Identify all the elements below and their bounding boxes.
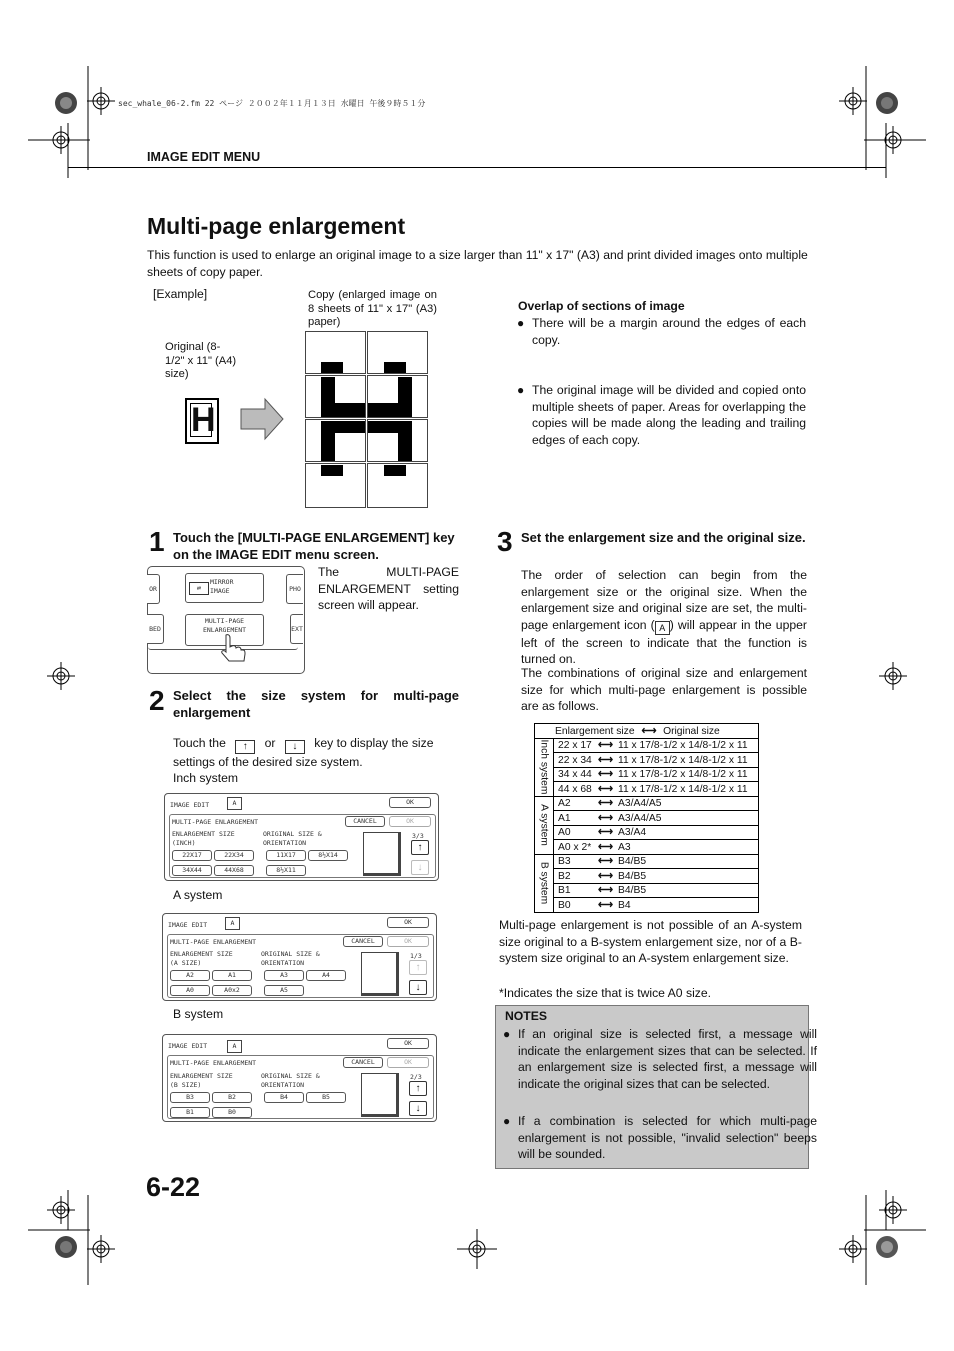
table-row [535,883,759,898]
original-size-value: B4/B5 [618,856,647,868]
double-arrow-icon: ⟷ [598,899,613,911]
page-indicator: 3/3 [412,832,424,840]
original-size-value: 11 x 17/8-1/2 x 14/8-1/2 x 11 [618,754,748,766]
ok-button-disabled[interactable]: OK [387,936,429,947]
original-letter: H [191,401,216,439]
size-button[interactable]: 22X17 [172,850,212,861]
original-size-value: 11 x 17/8-1/2 x 14/8-1/2 x 11 [618,740,748,752]
header-rule [68,167,886,168]
step-1-title: Touch the [MULTI-PAGE ENLARGEMENT] key on the IMAGE EDIT menu screen. [173,530,455,562]
double-arrow-icon: ⟷ [598,827,613,839]
orientation-preview [363,832,401,876]
step-3-para-2: The combinations of original size and enlargement size for which multi-page enlargement is possible are as follows. [521,666,807,713]
ok-button[interactable]: OK [387,917,429,928]
table-cell [554,883,759,898]
down-arrow-button[interactable]: ↓ [409,1101,427,1116]
after-table-text: Multi-page enlargement is not possible of an A-system size original to a B-system enlargement size, nor of a B-system size original to an A-system enlargement size. [499,918,802,965]
menu-key-pho[interactable]: PHO [286,574,303,604]
down-arrow-key-icon: ↓ [285,740,305,754]
size-system-name: Inch system [538,739,550,795]
down-arrow-button[interactable]: ↓ [409,980,427,995]
panel-title: MULTI-PAGE ENLARGEMENT [170,938,257,946]
table-row [535,825,759,840]
image-edit-menu-screen [147,566,305,674]
cancel-button[interactable]: CANCEL [343,936,383,947]
size-system-label [535,854,554,912]
original-size-value: A3/A4/A5 [618,812,662,824]
double-arrow-icon: ⟷ [598,754,613,766]
inch-system-screen [164,793,439,881]
table-cell [554,767,759,782]
table-row [535,782,759,797]
enlargement-size-value: B3 [558,856,571,868]
size-combination-table [534,723,759,913]
arrow-right-icon [239,397,285,443]
double-arrow-icon: ⟷ [598,856,613,868]
table-row [535,753,759,768]
overlap-heading: Overlap of sections of image [518,299,685,313]
original-size-value: B4 [618,899,631,911]
a-system-label: A system [173,888,223,902]
size-button[interactable]: 22X34 [214,850,254,861]
original-size-button[interactable]: B4 [264,1092,304,1103]
original-size-button[interactable]: 8½X11 [266,865,306,876]
step-3-para-1 [521,567,807,668]
table-cell [554,811,759,826]
table-row [535,854,759,869]
ok-button[interactable]: OK [389,797,431,808]
step-3-number: 3 [497,526,513,557]
footnote: *Indicates the size that is twice A0 size. [499,986,712,1000]
size-system-name: B system [538,861,550,905]
size-button[interactable]: B0 [212,1107,252,1118]
ok-button-disabled[interactable]: OK [387,1057,429,1068]
page-title: Multi-page enlargement [147,213,406,239]
size-button[interactable]: 44X68 [214,865,254,876]
example-label: [Example] [153,287,208,301]
menu-key-ext[interactable]: EXT [290,614,303,644]
table-row [535,796,759,811]
a-system-screen [162,913,437,1001]
enlargement-size-value: 22 x 17 [558,740,592,752]
overlap-bullet-1: ● There will be a margin around the edges of each copy. [517,315,806,348]
original-size-value: A3/A4 [618,827,647,839]
step-2-text [173,735,459,771]
table-cell [554,898,759,913]
image-edit-label: IMAGE EDIT [170,801,210,809]
notes-item-2: ● If a combination is selected for which multi-page enlargement is not possible, "invalid selection" beeps will be sounded. [503,1113,817,1163]
enlargement-size-value: 44 x 68 [558,783,592,795]
original-size-value: 11 x 17/8-1/2 x 14/8-1/2 x 11 [618,783,748,795]
multi-page-enlargement-icon: A [227,797,242,810]
cancel-button[interactable]: CANCEL [345,816,385,827]
enlargement-size-label: ENLARGEMENT SIZE (A SIZE) [170,950,233,967]
multi-page-enlargement-icon: A [655,621,670,635]
double-arrow-icon: ⟷ [641,725,657,737]
size-button[interactable]: B2 [212,1092,252,1103]
table-row [535,898,759,913]
menu-key-bed[interactable]: BED [147,614,164,644]
step-3-title: Set the enlargement size and the original size. [521,530,806,545]
table-row [535,811,759,826]
enlargement-size-value: A0 [558,827,571,839]
enlarged-copy-grid [305,331,430,509]
file-header: sec_whale_06-2.fm 22 ページ ２００２年１１月１３日 水曜日 午後９時５１分 [118,99,426,108]
cancel-button[interactable]: CANCEL [343,1057,383,1068]
step-2-text-b: key to display the size settings of the desired size system. [173,736,434,769]
notes-box [495,1005,817,1169]
enlargement-size-value: A1 [558,812,571,824]
overlap-bullet-2: ● The original image will be divided and copied onto multiple sheets of paper. Areas for overlapping the copies will be made along the leading and trailing edges of each copy. [517,382,806,448]
table-cell [554,753,759,768]
down-arrow-button[interactable]: ↓ [411,860,429,875]
table-cell [554,854,759,869]
original-caption: Original (8-1/2" x 11" (A4) size) [165,341,237,380]
size-button[interactable]: A0x2 [212,985,252,996]
size-button[interactable]: A0 [170,985,210,996]
step-1-text: The MULTI-PAGE ENLARGEMENT setting screen will appear. [318,565,459,612]
size-system-name: A system [538,804,550,846]
step-1-number: 1 [149,526,165,557]
orientation-preview [361,952,399,996]
original-size-label: ORIGINAL SIZE & ORIENTATION [261,1072,320,1089]
original-page [185,398,219,444]
original-size-button[interactable]: A3 [264,970,304,981]
multi-page-enlargement-icon: A [227,1040,242,1053]
up-arrow-button[interactable]: ↑ [409,960,427,975]
step-2-title: Select the size system for multi-page enlargement [173,688,459,720]
size-button[interactable]: A2 [170,970,210,981]
table-row [535,869,759,884]
up-arrow-button[interactable]: ↑ [411,840,429,855]
step-2-number: 2 [149,685,165,716]
ok-button[interactable]: OK [387,1038,429,1049]
notes-item-1: ● If an original size is selected first, a message will indicate the enlargement sizes that can be selected. If an enlargement size is selected first, a message will indicate the original sizes that can be selected. [503,1026,817,1092]
up-arrow-button[interactable]: ↑ [409,1081,427,1096]
table-cell [554,825,759,840]
inch-system-label: Inch system [173,771,239,785]
multi-page-enlargement-icon: A [225,917,240,930]
original-size-value: B4/B5 [618,885,647,897]
table-row [535,840,759,855]
table-cell [554,796,759,811]
table-cell [554,782,759,797]
double-arrow-icon: ⟷ [598,783,613,795]
original-size-button[interactable]: 11X17 [266,850,306,861]
enlargement-size-label: ENLARGEMENT SIZE (B SIZE) [170,1072,233,1089]
enlargement-size-value: A2 [558,798,571,810]
size-button[interactable]: B3 [170,1092,210,1103]
menu-key-or[interactable]: OR [147,574,160,604]
intro-text: This function is used to enlarge an original image to a size larger than 11" x 17" (A3) and print divided images onto multiple sheets of copy paper. [147,248,808,279]
table-cell [554,840,759,855]
double-arrow-icon: ⟷ [598,740,613,752]
size-system-label [535,796,554,854]
copy-caption: Copy (enlarged image on 8 sheets of 11" x 17" (A3) paper) [308,289,437,328]
orientation-preview [361,1073,399,1117]
enlargement-size-value: B2 [558,870,571,882]
b-system-label: B system [173,1007,224,1021]
page-indicator: 2/3 [410,1073,422,1081]
original-size-value: A3/A4/A5 [618,798,662,810]
original-size-button[interactable]: 8½X14 [308,850,348,861]
original-size-label: ORIGINAL SIZE & ORIENTATION [261,950,320,967]
page-number: 6-22 [146,1172,201,1202]
enlargement-size-value: 34 x 44 [558,769,592,781]
double-arrow-icon: ⟷ [598,870,613,882]
enlargement-size-value: B0 [558,899,571,911]
size-button[interactable]: 34X44 [172,865,212,876]
enlargement-size-value: B1 [558,885,571,897]
size-button[interactable]: B1 [170,1107,210,1118]
double-arrow-icon: ⟷ [598,812,613,824]
step-3-para-1-b: ) will appear in the upper left of the screen to indicate that the function is turned on. [521,617,807,666]
double-arrow-icon: ⟷ [598,769,613,781]
original-size-button[interactable]: A5 [264,985,304,996]
panel-title: MULTI-PAGE ENLARGEMENT [170,1059,257,1067]
enlargement-size-label: ENLARGEMENT SIZE (INCH) [172,830,235,847]
double-arrow-icon: ⟷ [598,798,613,810]
original-size-button[interactable]: A4 [306,970,346,981]
panel-title: MULTI-PAGE ENLARGEMENT [172,818,259,826]
step-2-text-a: Touch the [173,736,226,750]
table-cell [554,869,759,884]
b-system-screen [162,1034,437,1122]
header-original-size: Original size [663,725,720,737]
multi-page-enlargement-key[interactable]: MULTI-PAGE ENLARGEMENT [185,614,264,646]
up-arrow-key-icon: ↑ [235,740,255,754]
notes-heading: NOTES [505,1009,547,1023]
table-cell [554,738,759,753]
table-row [535,767,759,782]
original-size-label: ORIGINAL SIZE & ORIENTATION [263,830,322,847]
mirror-image-key[interactable] [185,573,264,603]
header-enlargement-size: Enlargement size [555,725,635,737]
table-row [535,738,759,753]
page-indicator: 1/3 [410,952,422,960]
step-2-text-or: or [264,736,276,750]
double-arrow-icon: ⟷ [598,841,613,853]
section-header: IMAGE EDIT MENU [147,150,261,164]
original-size-value: A3 [618,841,631,853]
enlargement-size-value: A0 x 2* [558,841,592,853]
table-header-row [535,724,759,739]
size-button[interactable]: A1 [212,970,252,981]
double-arrow-icon: ⟷ [598,885,613,897]
size-system-label [535,738,554,796]
original-size-value: B4/B5 [618,870,647,882]
original-size-value: 11 x 17/8-1/2 x 14/8-1/2 x 11 [618,769,748,781]
pointing-hand-icon [218,633,246,665]
original-size-button[interactable]: B5 [306,1092,346,1103]
image-edit-label: IMAGE EDIT [168,921,208,929]
enlargement-size-value: 22 x 34 [558,754,592,766]
step-3-para-1-a: The order of selection can begin from the enlargement size or the original size. When the enlargement size and original size are set, the multi-page enlargement icon ( [521,568,807,632]
mirror-image-label: MIRROR IMAGE [210,578,234,595]
image-edit-label: IMAGE EDIT [168,1042,208,1050]
table-header [535,724,759,739]
mirror-image-icon: ⇄ [189,582,209,595]
ok-button-disabled[interactable]: OK [389,816,431,827]
